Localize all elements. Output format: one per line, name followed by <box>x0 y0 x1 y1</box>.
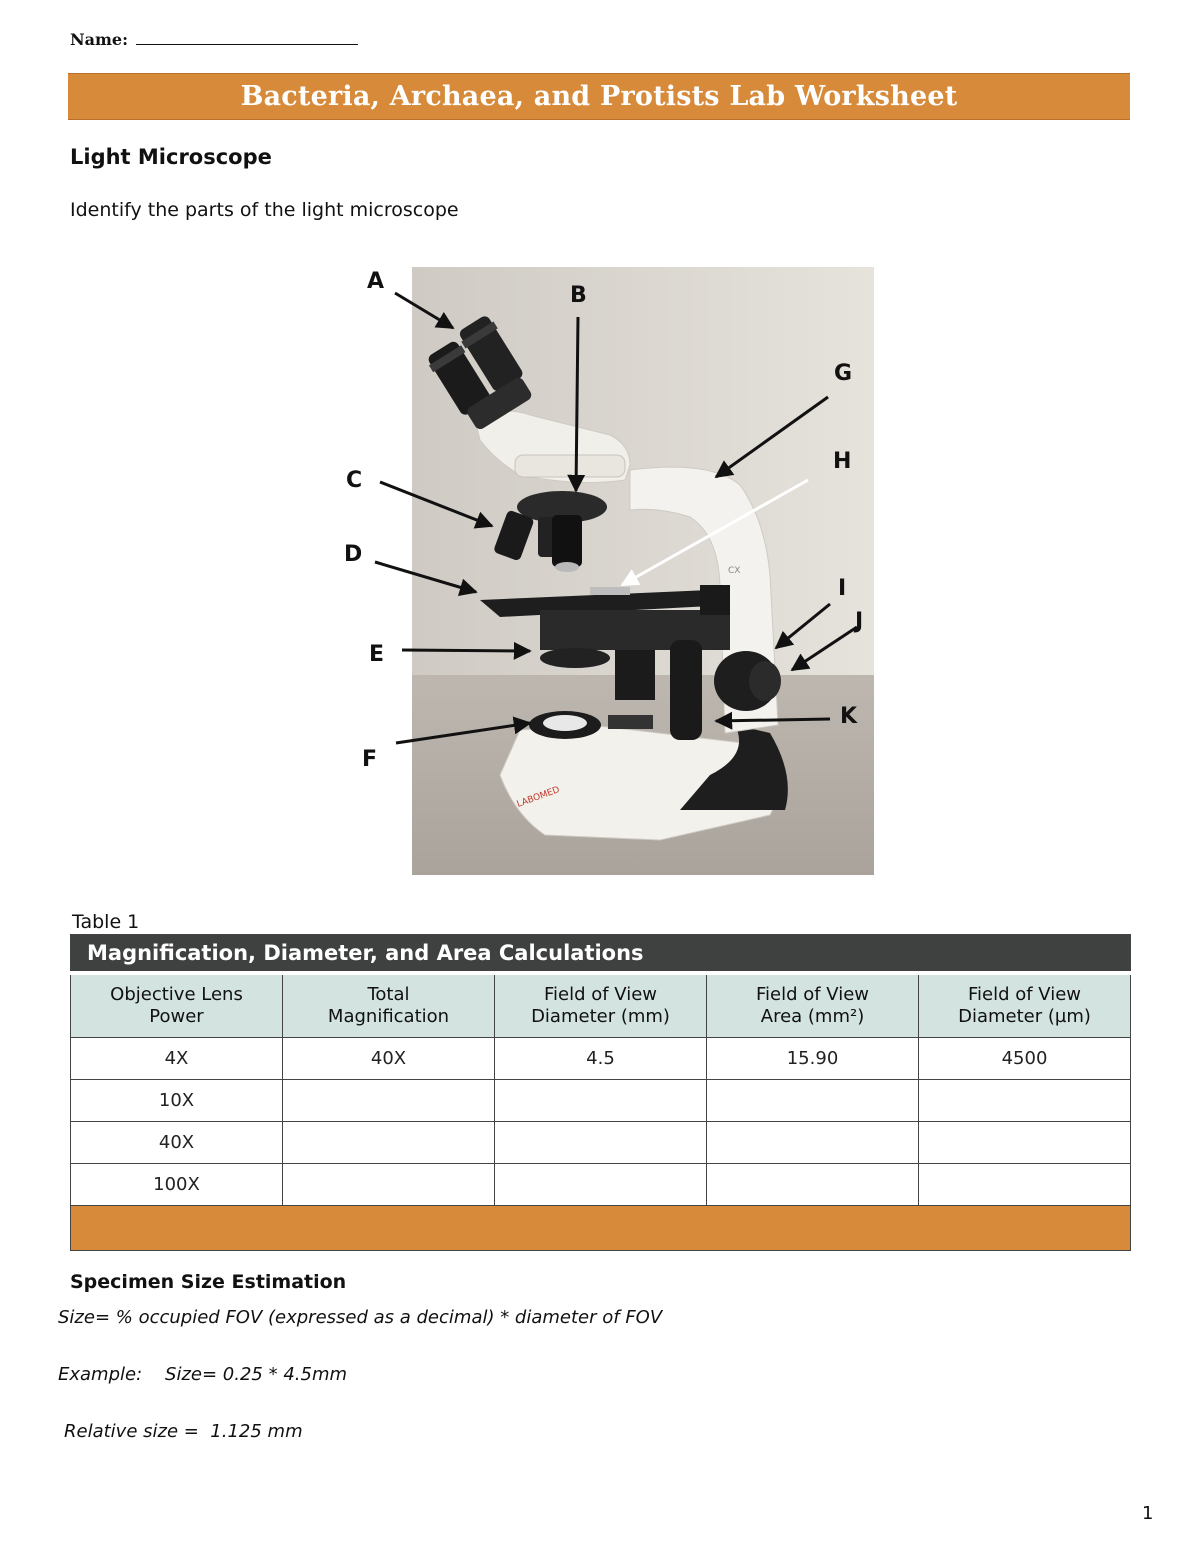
table-title: Magnification, Diameter, and Area Calculations <box>71 935 1131 974</box>
table-cell[interactable] <box>283 1122 495 1164</box>
worksheet-title: Bacteria, Archaea, and Protists Lab Worksheet <box>240 81 958 112</box>
table-cell[interactable] <box>283 1164 495 1206</box>
page-number: 1 <box>1142 1503 1154 1524</box>
stage-control <box>700 585 730 615</box>
label-k: K <box>840 704 858 729</box>
name-blank-line[interactable] <box>136 30 358 45</box>
stage-block <box>540 610 730 650</box>
column-header: Field of View Diameter (mm) <box>495 973 707 1038</box>
name-field <box>70 30 358 49</box>
table-footer-cell <box>71 1206 1131 1251</box>
relative-value: 1.125 mm <box>210 1421 303 1442</box>
table-cell[interactable] <box>495 1080 707 1122</box>
head-ring <box>515 455 625 477</box>
label-a: A <box>367 269 385 294</box>
calculations-table <box>70 934 1131 1251</box>
section-heading: Light Microscope <box>70 145 272 169</box>
table-cell: 40X <box>71 1122 283 1164</box>
coarse-focus-knob-center <box>749 661 781 701</box>
table-cell[interactable]: 4.5 <box>495 1038 707 1080</box>
label-j: J <box>855 609 864 634</box>
column-header: Field of View Area (mm²) <box>707 973 919 1038</box>
brand-logo: LABOMED <box>515 785 562 810</box>
table-cell[interactable]: 15.90 <box>707 1038 919 1080</box>
label-f: F <box>362 747 378 772</box>
table-cell[interactable] <box>495 1122 707 1164</box>
fine-knob <box>670 640 702 740</box>
arrow-k <box>716 719 830 721</box>
label-i: I <box>838 576 847 601</box>
arrow-e <box>402 650 530 651</box>
label-c: C <box>346 468 363 493</box>
label-b: B <box>570 283 587 308</box>
example-label: Example: <box>58 1364 143 1385</box>
table-header-row <box>71 973 1131 1038</box>
objective-3 <box>552 515 582 567</box>
table-cell[interactable] <box>495 1164 707 1206</box>
column-header: Total Magnification <box>283 973 495 1038</box>
name-label: Name: <box>70 30 129 49</box>
table-title-row <box>71 935 1131 974</box>
table-footer-band <box>71 1206 1131 1251</box>
model-text: CX <box>728 566 741 576</box>
table-cell[interactable] <box>707 1164 919 1206</box>
light-control <box>608 715 653 729</box>
table-caption: Table 1 <box>72 911 140 933</box>
arrow-b <box>576 317 578 491</box>
label-h: H <box>833 449 852 474</box>
label-e: E <box>369 642 385 667</box>
microscope-figure <box>330 255 890 895</box>
size-formula: Size= % occupied FOV (expressed as a decimal) * diameter of FOV <box>58 1307 663 1328</box>
size-example <box>58 1364 347 1385</box>
table-cell: 4X <box>71 1038 283 1080</box>
table-cell[interactable] <box>707 1080 919 1122</box>
table-row <box>71 1164 1131 1206</box>
table-cell[interactable] <box>919 1122 1131 1164</box>
condenser-body <box>615 650 655 700</box>
table-cell: 10X <box>71 1080 283 1122</box>
example-value: Size= 0.25 * 4.5mm <box>165 1364 348 1385</box>
table-row <box>71 1122 1131 1164</box>
specimen-heading: Specimen Size Estimation <box>70 1271 347 1293</box>
table-cell[interactable] <box>919 1080 1131 1122</box>
table-cell: 100X <box>71 1164 283 1206</box>
objective-tip <box>555 562 579 572</box>
table-cell[interactable] <box>283 1080 495 1122</box>
condenser <box>540 648 610 668</box>
table-row <box>71 1080 1131 1122</box>
title-banner <box>68 73 1130 120</box>
table-cell[interactable]: 4500 <box>919 1038 1131 1080</box>
instruction-text: Identify the parts of the light microscope <box>70 199 459 221</box>
relative-label: Relative size = <box>64 1421 199 1442</box>
table-cell[interactable] <box>707 1122 919 1164</box>
label-g: G <box>834 361 853 386</box>
table-row <box>71 1038 1131 1080</box>
relative-size <box>64 1421 303 1442</box>
table-cell[interactable]: 40X <box>283 1038 495 1080</box>
column-header: Objective Lens Power <box>71 973 283 1038</box>
illuminator-lens <box>543 715 587 731</box>
stage-clip <box>590 587 630 595</box>
label-d: D <box>344 542 363 567</box>
column-header: Field of View Diameter (µm) <box>919 973 1131 1038</box>
table-cell[interactable] <box>919 1164 1131 1206</box>
